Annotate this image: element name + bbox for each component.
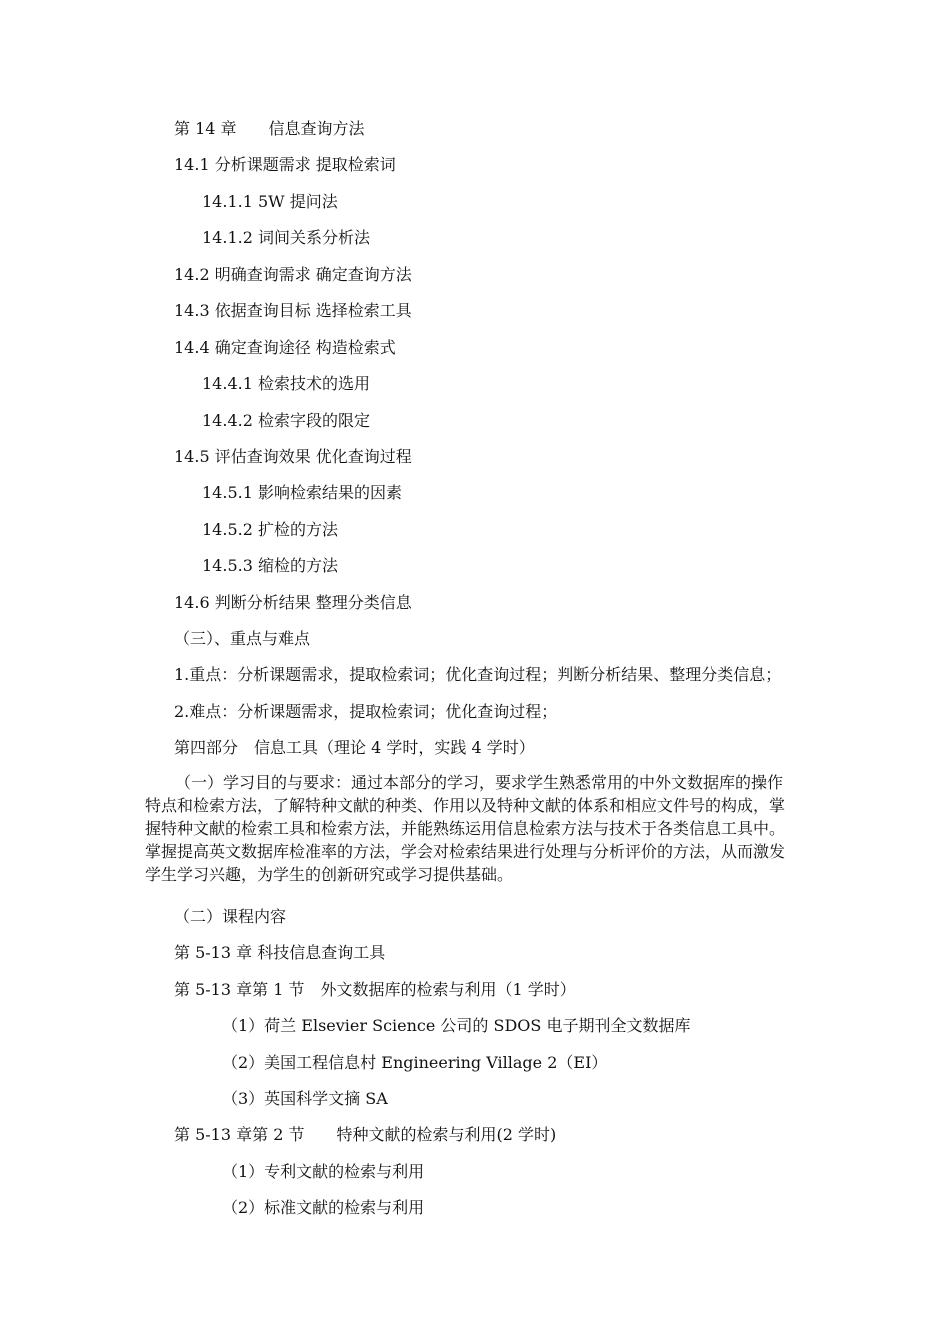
objectives-line: （一）学习目的与要求：通过本部分的学习，要求学生熟悉常用的中外文数据库的操作 bbox=[175, 773, 784, 792]
key-points-heading: （三）、重点与难点 bbox=[174, 629, 311, 648]
section-1-title: 第 5-13 章第 1 节 外文数据库的检索与利用（1 学时） bbox=[174, 980, 576, 999]
section-2-item: （1）专利文献的检索与利用 bbox=[222, 1162, 425, 1181]
part4-title: 第四部分 信息工具（理论 4 学时，实践 4 学时） bbox=[174, 738, 535, 757]
part4-objectives-paragraph bbox=[145, 771, 807, 886]
toc-item: 14.4.1 检索技术的选用 bbox=[202, 374, 370, 393]
objectives-line: 学生学习兴趣，为学生的创新研究或学习提供基础。 bbox=[145, 865, 514, 884]
section-2-item: （2）标准文献的检索与利用 bbox=[222, 1198, 425, 1217]
section-1-item: （3）英国科学文摘 SA bbox=[222, 1089, 388, 1108]
toc-item: 14.5.3 缩检的方法 bbox=[202, 556, 338, 575]
section-1-item: （1）荷兰 Elsevier Science 公司的 SDOS 电子期刊全文数据库 bbox=[222, 1016, 691, 1035]
toc-item: 14.1.1 5W 提问法 bbox=[202, 192, 338, 211]
toc-item: 14.3 依据查询目标 选择检索工具 bbox=[174, 301, 412, 320]
toc-item: 14.5.1 影响检索结果的因素 bbox=[202, 483, 402, 502]
key-points-difficulty: 2.难点：分析课题需求，提取检索词；优化查询过程； bbox=[174, 702, 558, 721]
objectives-line: 掌握提高英文数据库检准率的方法，学会对检索结果进行处理与分析评价的方法，从而激发 bbox=[145, 842, 786, 861]
objectives-line: 握特种文献的检索工具和检索方法，并能熟练运用信息检索方法与技术于各类信息工具中。 bbox=[145, 819, 786, 838]
toc-item: 14.1.2 词间关系分析法 bbox=[202, 228, 370, 247]
toc-item: 14.1 分析课题需求 提取检索词 bbox=[174, 155, 396, 174]
objectives-line: 特点和检索方法，了解特种文献的种类、作用以及特种文献的体系和相应文件号的构成，掌 bbox=[145, 796, 786, 815]
section-1-item: （2）美国工程信息村 Engineering Village 2（EI） bbox=[222, 1053, 608, 1072]
toc-item: 14.2 明确查询需求 确定查询方法 bbox=[174, 265, 412, 284]
key-points-focus: 1.重点：分析课题需求，提取检索词；优化查询过程；判断分析结果、整理分类信息； bbox=[174, 665, 782, 684]
chapter-5-13-title: 第 5-13 章 科技信息查询工具 bbox=[174, 943, 386, 962]
course-content-heading: （二）课程内容 bbox=[174, 907, 287, 926]
toc-item: 14.5.2 扩检的方法 bbox=[202, 520, 338, 539]
chapter-14-title: 第 14 章 信息查询方法 bbox=[174, 119, 365, 138]
toc-item: 14.6 判断分析结果 整理分类信息 bbox=[174, 593, 412, 612]
toc-item: 14.5 评估查询效果 优化查询过程 bbox=[174, 447, 412, 466]
toc-item: 14.4 确定查询途径 构造检索式 bbox=[174, 338, 396, 357]
section-2-title: 第 5-13 章第 2 节 特种文献的检索与利用(2 学时) bbox=[174, 1125, 557, 1144]
toc-item: 14.4.2 检索字段的限定 bbox=[202, 411, 370, 430]
